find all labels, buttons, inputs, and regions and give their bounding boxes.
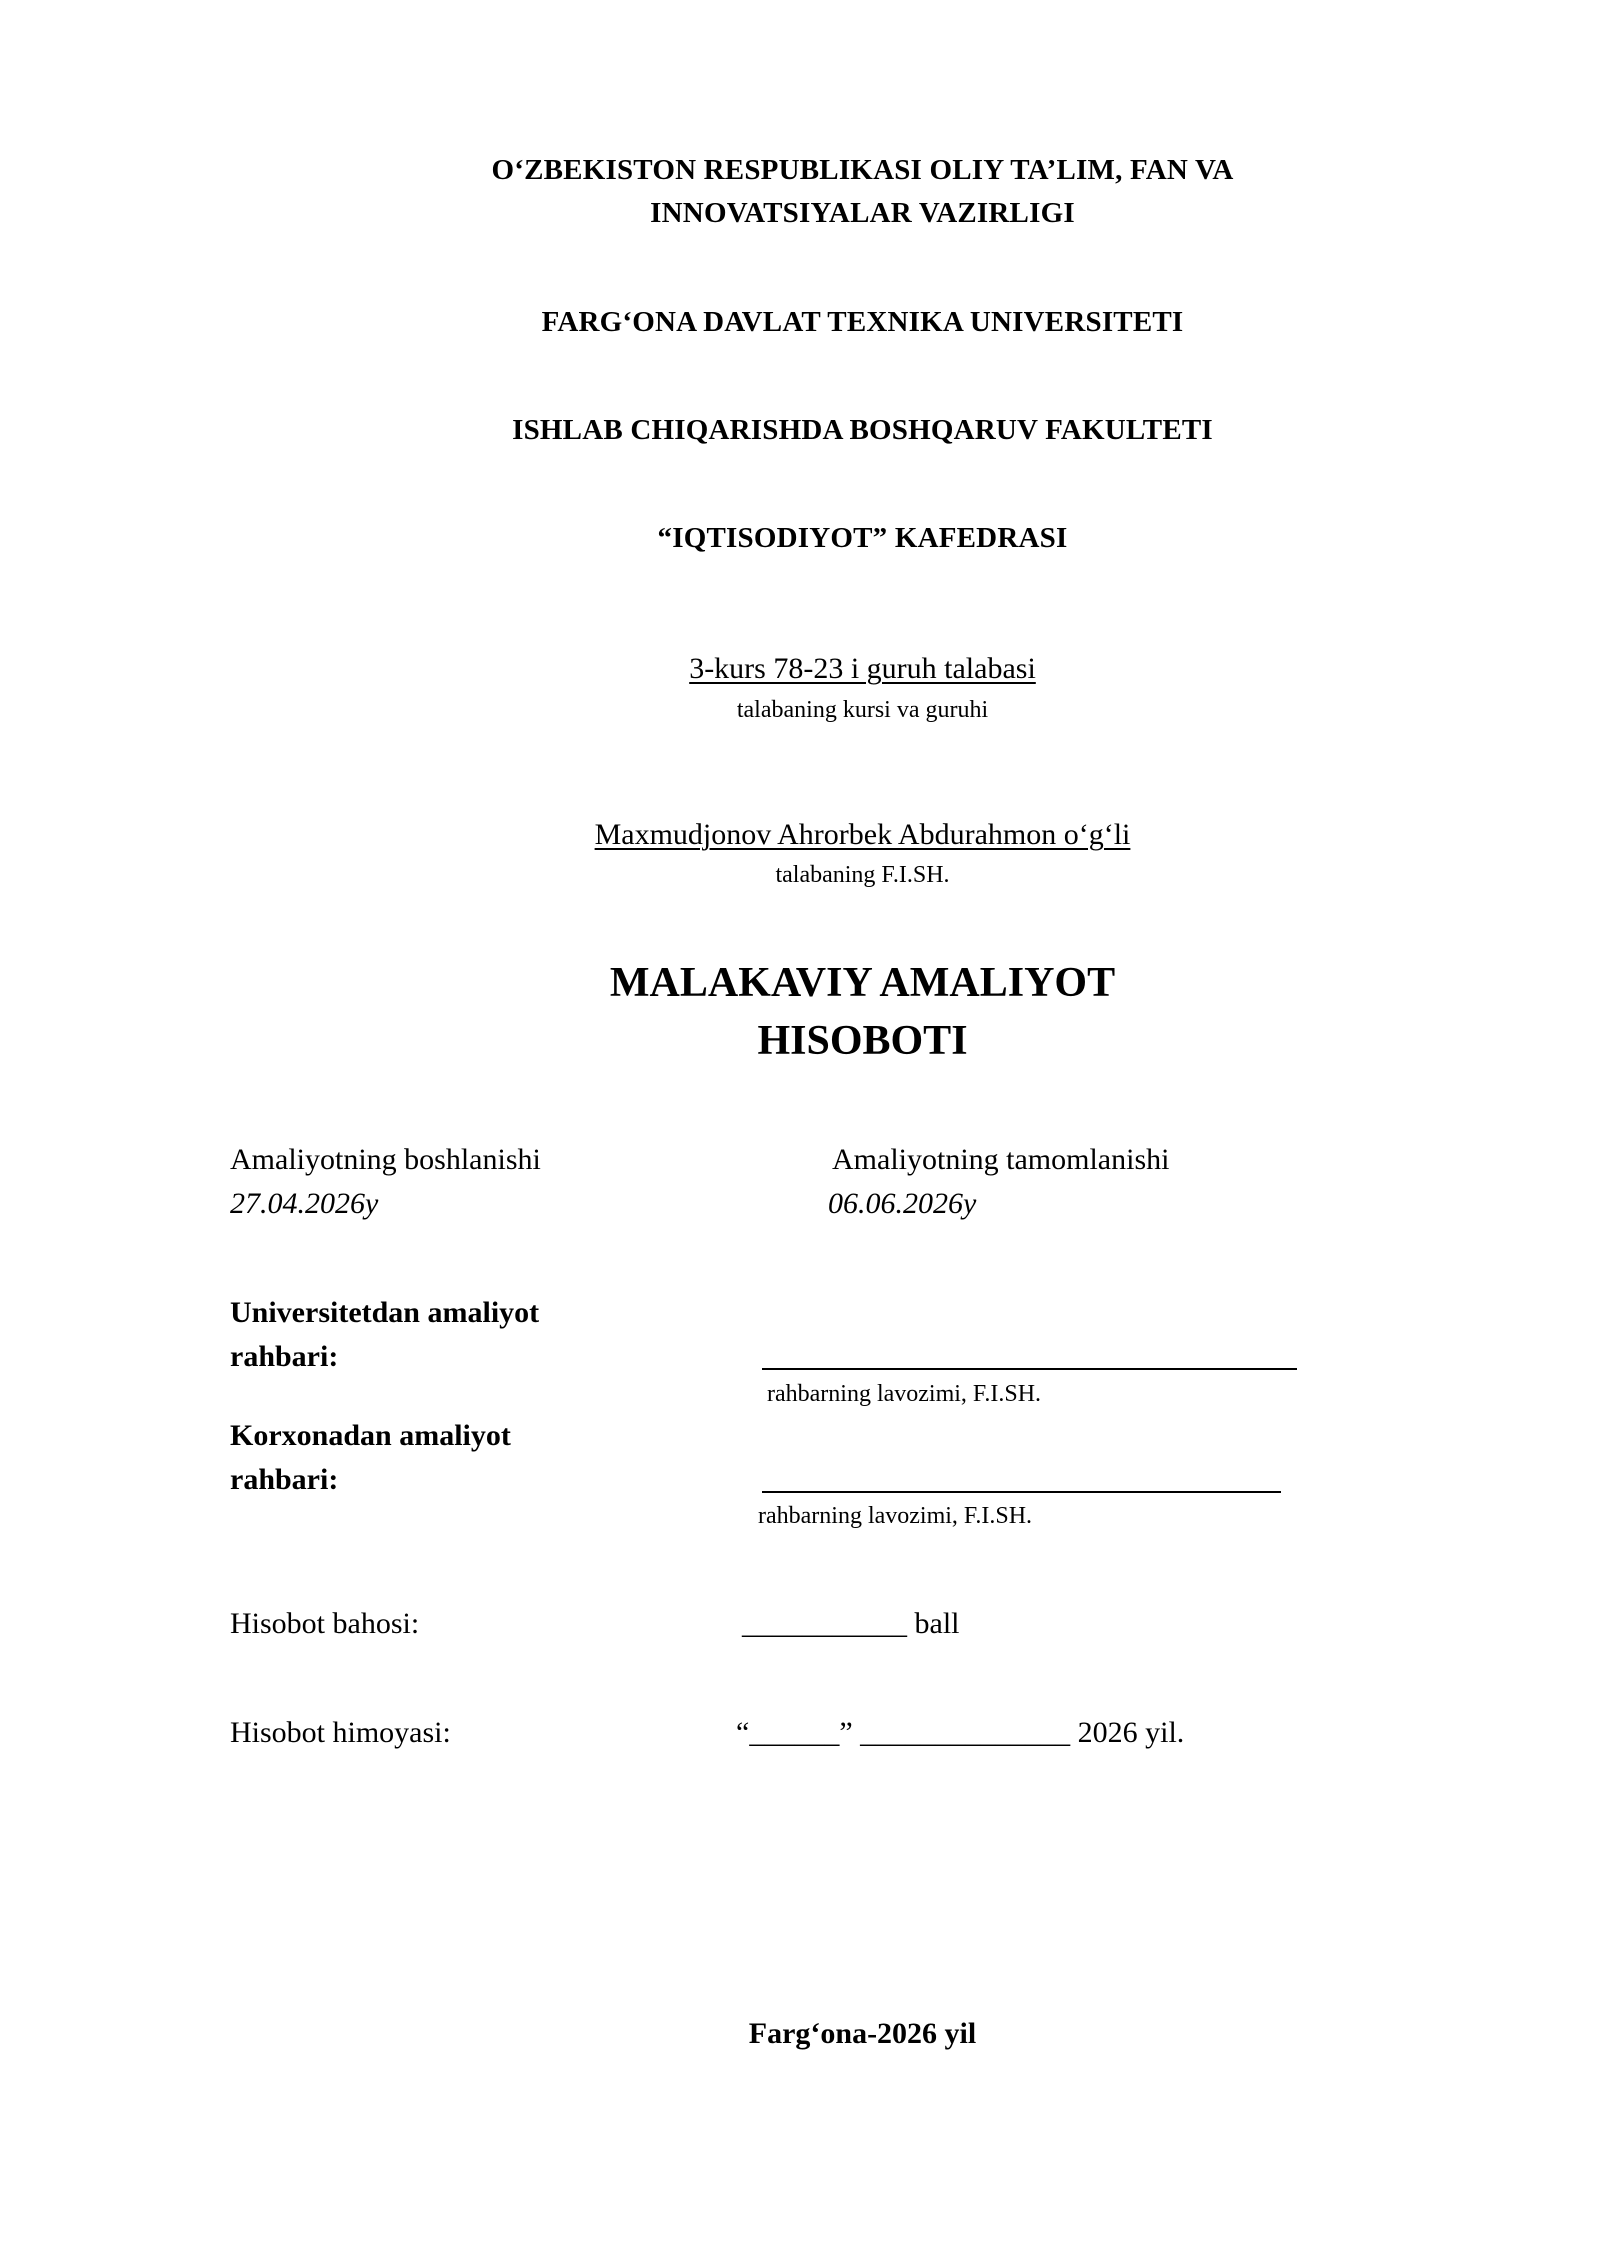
student-group <box>0 652 1600 686</box>
company-supervisor-signature-line <box>762 1491 1281 1493</box>
university-supervisor-label-line1: Universitetdan amaliyot <box>230 1296 540 1329</box>
company-supervisor-caption: rahbarning lavozimi, F.I.SH. <box>758 1503 1033 1529</box>
university-supervisor-signature-line <box>762 1368 1297 1370</box>
report-defense-value: “______” ______________ 2026 yil. <box>736 1716 1185 1749</box>
student-group-caption: talabaning kursi va guruhi <box>736 697 989 723</box>
report-defense-label: Hisobot himoyasi: <box>230 1716 451 1749</box>
report-title-line1: MALAKAVIY AMALIYOT <box>609 960 1116 1006</box>
report-title-line2: HISOBOTI <box>757 1018 968 1064</box>
ministry-title-line1: O‘ZBEKISTON RESPUBLIKASI OLIY TA’LIM, FAN VA <box>491 154 1234 186</box>
end-date-label: Amaliyotning tamomlanishi <box>832 1143 1170 1176</box>
department-name: “IQTISODIYOT” KAFEDRASI <box>657 522 1068 554</box>
company-supervisor-label-line2: rahbari: <box>230 1463 339 1496</box>
university-name: FARG‘ONA DAVLAT TEXNIKA UNIVERSITETI <box>541 306 1184 338</box>
student-group-value: 3-kurs 78-23 i guruh talabasi <box>689 652 1036 685</box>
ministry-title-line2: INNOVATSIYALAR VAZIRLIGI <box>650 197 1075 229</box>
faculty-name: ISHLAB CHIQARISHDA BOSHQARUV FAKULTETI <box>512 414 1213 446</box>
student-name-value: Maxmudjonov Ahrorbek Abdurahmon o‘g‘li <box>594 818 1131 851</box>
start-date-value: 27.04.2026y <box>230 1187 379 1220</box>
university-supervisor-caption: rahbarning lavozimi, F.I.SH. <box>767 1381 1042 1407</box>
end-date-value: 06.06.2026y <box>828 1187 977 1220</box>
student-name <box>0 818 1600 852</box>
city-year: Farg‘ona-2026 yil <box>748 2017 977 2050</box>
university-supervisor-label-line2: rahbari: <box>230 1340 339 1373</box>
student-name-caption: talabaning F.I.SH. <box>775 862 950 888</box>
report-grade-value: ___________ ball <box>742 1607 960 1640</box>
company-supervisor-label-line1: Korxonadan amaliyot <box>230 1419 511 1452</box>
start-date-label: Amaliyotning boshlanishi <box>230 1143 541 1176</box>
report-grade-label: Hisobot bahosi: <box>230 1607 420 1640</box>
